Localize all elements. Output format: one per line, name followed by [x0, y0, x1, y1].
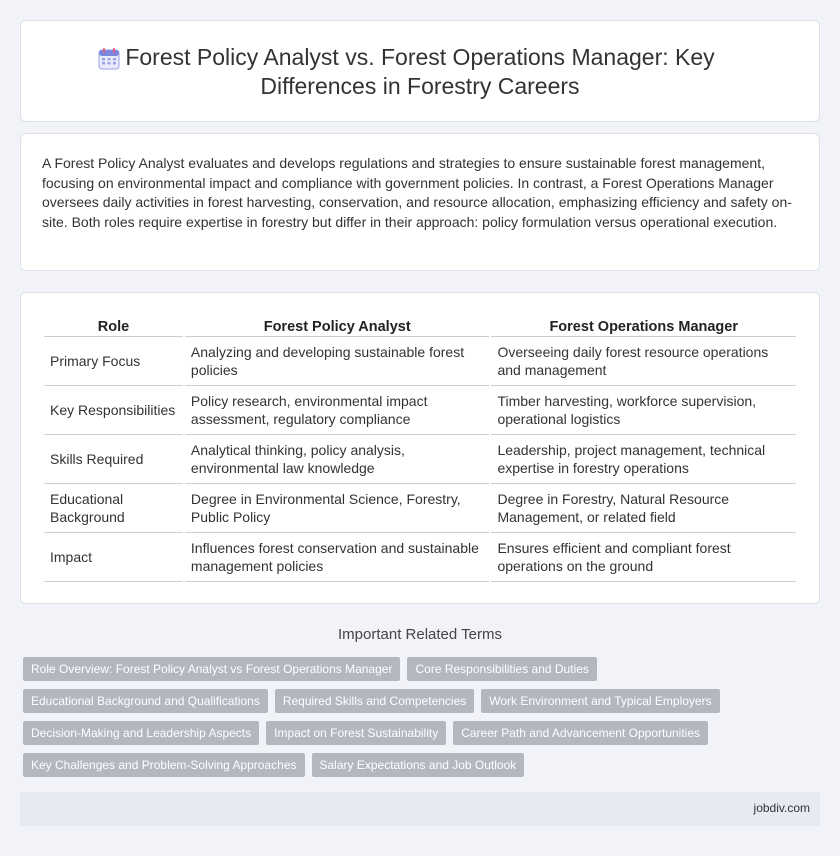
row-label: Primary Focus: [44, 337, 183, 386]
intro-card: [20, 133, 820, 271]
table-header-row: [44, 315, 796, 337]
related-term-tag[interactable]: Decision-Making and Leadership Aspects: [23, 721, 259, 745]
header-operations-manager: Forest Operations Manager: [491, 315, 796, 337]
table-row: [44, 386, 796, 435]
table-row: [44, 484, 796, 533]
related-term-tag[interactable]: Work Environment and Typical Employers: [481, 689, 719, 713]
policy-analyst-cell: Analyzing and developing sustainable forest policies: [185, 337, 490, 386]
related-term-tag[interactable]: Career Path and Advancement Opportunities: [453, 721, 708, 745]
table-row: [44, 337, 796, 386]
row-label: Educational Background: [44, 484, 183, 533]
operations-manager-cell: Leadership, project management, technical expertise in forestry operations: [491, 435, 796, 484]
tag-row: [23, 721, 708, 745]
policy-analyst-cell: Analytical thinking, policy analysis, environmental law knowledge: [185, 435, 490, 484]
footer-site-link[interactable]: jobdiv.com: [753, 801, 810, 815]
page-title-line-2: Differences in Forestry Careers: [260, 73, 580, 99]
operations-manager-cell: Timber harvesting, workforce supervision, operational logistics: [491, 386, 796, 435]
page-title-line-1: Forest Policy Analyst vs. Forest Operations Manager: Key: [125, 44, 715, 70]
policy-analyst-cell: Degree in Environmental Science, Forestry, Public Policy: [185, 484, 490, 533]
row-label: Impact: [44, 533, 183, 582]
table-row: [44, 435, 796, 484]
row-label: Skills Required: [44, 435, 183, 484]
header-role: Role: [44, 315, 183, 337]
related-term-tag[interactable]: Salary Expectations and Job Outlook: [312, 753, 525, 777]
comparison-table: [42, 315, 798, 582]
related-term-tag[interactable]: Role Overview: Forest Policy Analyst vs Forest Operations Manager: [23, 657, 400, 681]
policy-analyst-cell: Influences forest conservation and sustainable management policies: [185, 533, 490, 582]
operations-manager-cell: Degree in Forestry, Natural Resource Management, or related field: [491, 484, 796, 533]
related-term-tag[interactable]: Core Responsibilities and Duties: [407, 657, 596, 681]
comparison-card: [20, 292, 820, 604]
title-card: [20, 20, 820, 122]
related-term-tag[interactable]: Educational Background and Qualifications: [23, 689, 268, 713]
related-term-tag[interactable]: Required Skills and Competencies: [275, 689, 474, 713]
tag-row: [23, 689, 720, 713]
page-title: [125, 43, 714, 101]
related-terms-heading: Important Related Terms: [338, 626, 502, 643]
footer: [20, 792, 820, 826]
related-term-tag[interactable]: Impact on Forest Sustainability: [266, 721, 446, 745]
tag-row: [23, 657, 597, 681]
operations-manager-cell: Overseeing daily forest resource operations and management: [491, 337, 796, 386]
tag-row: [23, 753, 524, 777]
header-policy-analyst: Forest Policy Analyst: [185, 315, 490, 337]
row-label: Key Responsibilities: [44, 386, 183, 435]
policy-analyst-cell: Policy research, environmental impact assessment, regulatory compliance: [185, 386, 490, 435]
operations-manager-cell: Ensures efficient and compliant forest operations on the ground: [491, 533, 796, 582]
table-row: [44, 533, 796, 582]
related-term-tag[interactable]: Key Challenges and Problem-Solving Approaches: [23, 753, 305, 777]
intro-paragraph: A Forest Policy Analyst evaluates and develops regulations and strategies to ensure sustainable forest management, focusing on environmental impact and compliance with government policies. In contrast, a Forest Operations Manager oversees daily activities in forest harvesting, conservation, and resource allocation, emphasizing efficiency and safety on-site. Both roles require expertise in forestry but differ in their approach: policy formulation versus operational execution.: [42, 155, 792, 230]
